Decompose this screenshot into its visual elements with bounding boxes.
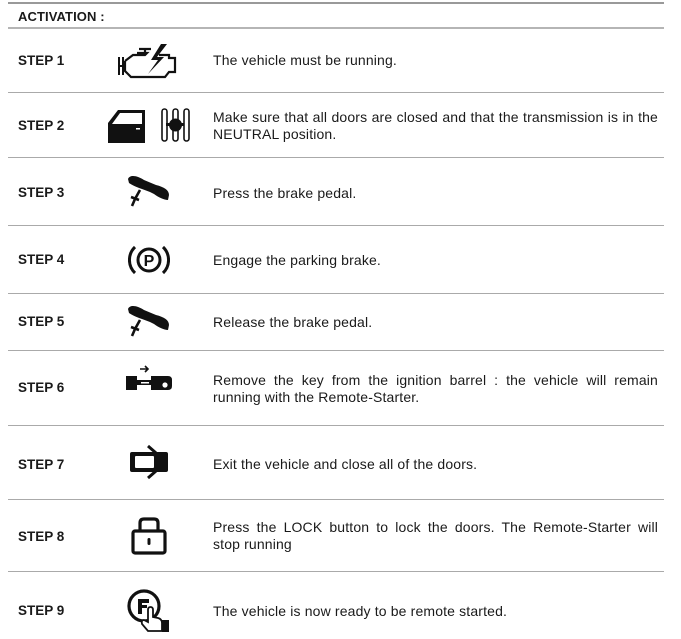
step-row-2 bbox=[8, 93, 664, 157]
step-label: STEP 2 bbox=[18, 118, 65, 133]
step-row-7 bbox=[8, 426, 664, 499]
step-row-4 bbox=[8, 226, 664, 293]
step-label: STEP 9 bbox=[18, 603, 65, 618]
step-row-6 bbox=[8, 351, 664, 425]
step-description: Make sure that all doors are closed and that the transmission is in the NEUTRAL position. bbox=[213, 109, 658, 142]
door-and-gear-shift-icon bbox=[104, 105, 194, 145]
step-label: STEP 8 bbox=[18, 529, 65, 544]
step-row-8 bbox=[8, 500, 664, 571]
svg-text:P: P bbox=[143, 253, 155, 270]
section-title: ACTIVATION : bbox=[18, 9, 105, 24]
brake-pedal-press-icon bbox=[104, 172, 194, 212]
step-row-9 bbox=[8, 572, 664, 639]
table-header bbox=[8, 4, 664, 28]
exit-vehicle-icon bbox=[104, 444, 194, 480]
step-description: Exit the vehicle and close all of the doors. bbox=[213, 456, 478, 472]
remote-start-button-icon bbox=[104, 586, 194, 634]
step-description: Engage the parking brake. bbox=[213, 252, 381, 268]
key-remove-icon bbox=[104, 363, 194, 393]
step-description: Remove the key from the ignition barrel : the vehicle will remain running with the Remote-Starter. bbox=[213, 372, 658, 405]
step-label: STEP 7 bbox=[18, 457, 65, 472]
step-description: Press the LOCK button to lock the doors. The Remote-Starter will stop running bbox=[213, 519, 658, 552]
step-label: STEP 1 bbox=[18, 53, 65, 68]
engine-check-icon bbox=[104, 41, 194, 81]
step-row-3 bbox=[8, 158, 664, 225]
step-description: Release the brake pedal. bbox=[213, 314, 373, 330]
step-label: STEP 5 bbox=[18, 314, 65, 329]
step-description: The vehicle is now ready to be remote started. bbox=[213, 603, 508, 619]
step-description: The vehicle must be running. bbox=[213, 52, 397, 68]
step-row-5 bbox=[8, 294, 664, 350]
parking-brake-icon bbox=[104, 240, 194, 280]
step-label: STEP 3 bbox=[18, 185, 65, 200]
brake-pedal-release-icon bbox=[104, 302, 194, 342]
step-row-1 bbox=[8, 29, 664, 92]
step-label: STEP 6 bbox=[18, 380, 65, 395]
step-label: STEP 4 bbox=[18, 252, 65, 267]
lock-icon bbox=[104, 514, 194, 556]
step-description: Press the brake pedal. bbox=[213, 185, 357, 201]
